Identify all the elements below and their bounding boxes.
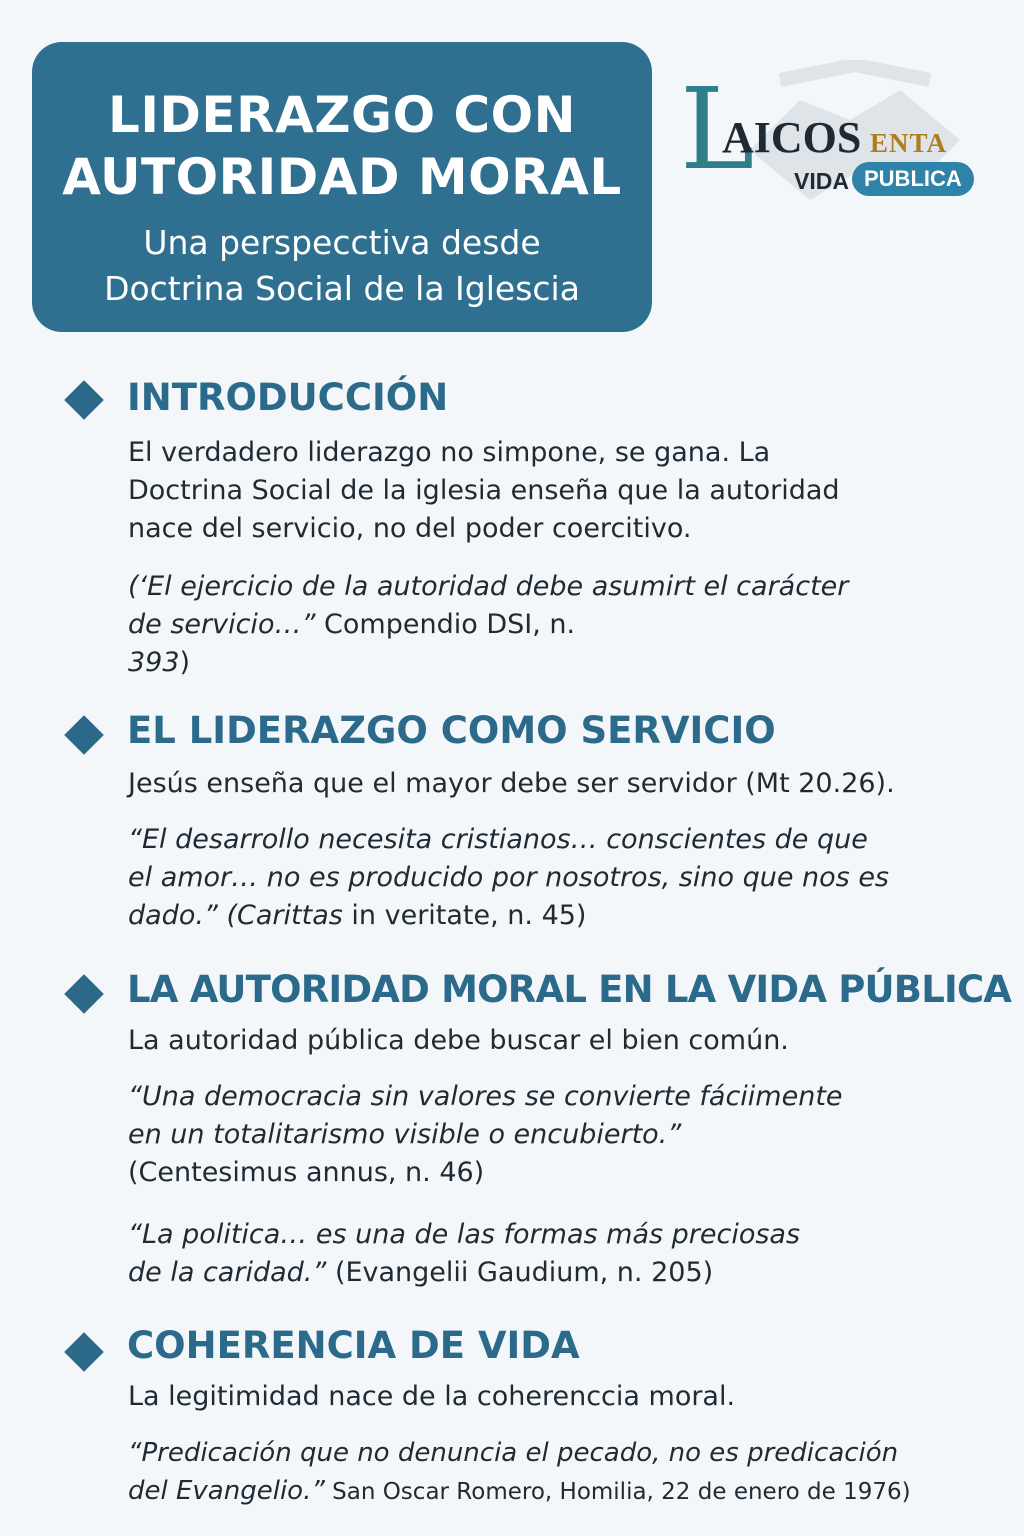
body-line: Jesús enseña que el mayor debe ser servidor (Mt 20.26).	[128, 768, 895, 799]
quote-line: del Evangelio.” San Oscar Romero, Homilia, 22 de enero de 1976)	[128, 1476, 911, 1506]
page-title-line-2: AUTORIDAD MORAL	[62, 148, 622, 206]
section-title: EL LIDERAZGO COMO SERVICIO	[127, 709, 776, 752]
body-line: nace del servicio, no del poder coercitivo.	[128, 513, 692, 544]
section-title: INTRODUCCIÓN	[127, 376, 449, 419]
page-title-line-1: LIDERAZGO CON	[107, 86, 577, 144]
section-quote-2	[128, 1216, 998, 1292]
quote-line: de servicio…” Compendio DSI, n.	[128, 609, 576, 640]
quote-line: dado.” (Carittas in veritate, n. 45)	[128, 900, 587, 931]
diamond-bullet-icon	[64, 1332, 104, 1372]
section-quote	[128, 1434, 998, 1511]
page-subtitle-line-2: Doctrina Social de la Iglescia	[104, 269, 580, 308]
section-quote	[128, 568, 998, 682]
logo-letter: L	[680, 65, 755, 195]
header-banner	[32, 42, 652, 332]
section-quote	[128, 821, 998, 935]
quote-line: (‘El ejercicio de la autoridad debe asumirt el carácter	[128, 571, 849, 602]
logo-name: AICOS	[722, 113, 862, 162]
quote-line: “La politica… es una de las formas más preciosas	[128, 1219, 801, 1250]
body-line: La autoridad pública debe buscar el bien común.	[128, 1025, 789, 1056]
quote-line: en un totalitarismo visible o encubierto.”	[128, 1119, 682, 1150]
section-title: COHERENCIA DE VIDA	[127, 1324, 580, 1367]
diamond-bullet-icon	[64, 715, 104, 755]
section-quote	[128, 1078, 998, 1192]
logo-suffix: ENTA	[870, 128, 948, 158]
section-body	[128, 765, 988, 803]
body-line: El verdadero liderazgo no simpone, se gana. La	[128, 437, 771, 468]
section-body	[128, 434, 988, 548]
section-body	[128, 1022, 988, 1060]
logo-vida: VIDA	[794, 168, 849, 194]
laicos-logo	[680, 60, 1000, 220]
quote-line: “El desarrollo necesita cristianos… conscientes de que	[128, 824, 868, 855]
quote-line: 393)	[128, 647, 191, 678]
logo-publica-badge: PUBLICA	[852, 162, 974, 196]
quote-line: el amor… no es producido por nosotros, sino que nos es	[128, 862, 889, 893]
diamond-bullet-icon	[64, 974, 104, 1014]
body-line: La legitimidad nace de la coherenccia moral.	[128, 1381, 736, 1412]
quote-line: (Centesimus annus, n. 46)	[128, 1157, 485, 1188]
section-title: LA AUTORIDAD MORAL EN LA VIDA PÚBLICA	[127, 968, 1012, 1011]
body-line: Doctrina Social de la iglesia enseña que la autoridad	[128, 475, 840, 506]
quote-line: “Predicación que no denuncia el pecado, no es predicación	[128, 1438, 899, 1468]
page-subtitle-line-1: Una perspecctiva desde	[143, 223, 541, 262]
section-body	[128, 1378, 988, 1416]
diamond-bullet-icon	[64, 380, 104, 420]
quote-line: “Una democracia sin valores se convierte fáciimente	[128, 1081, 843, 1112]
quote-line: de la caridad.” (Evangelii Gaudium, n. 205)	[128, 1257, 714, 1288]
